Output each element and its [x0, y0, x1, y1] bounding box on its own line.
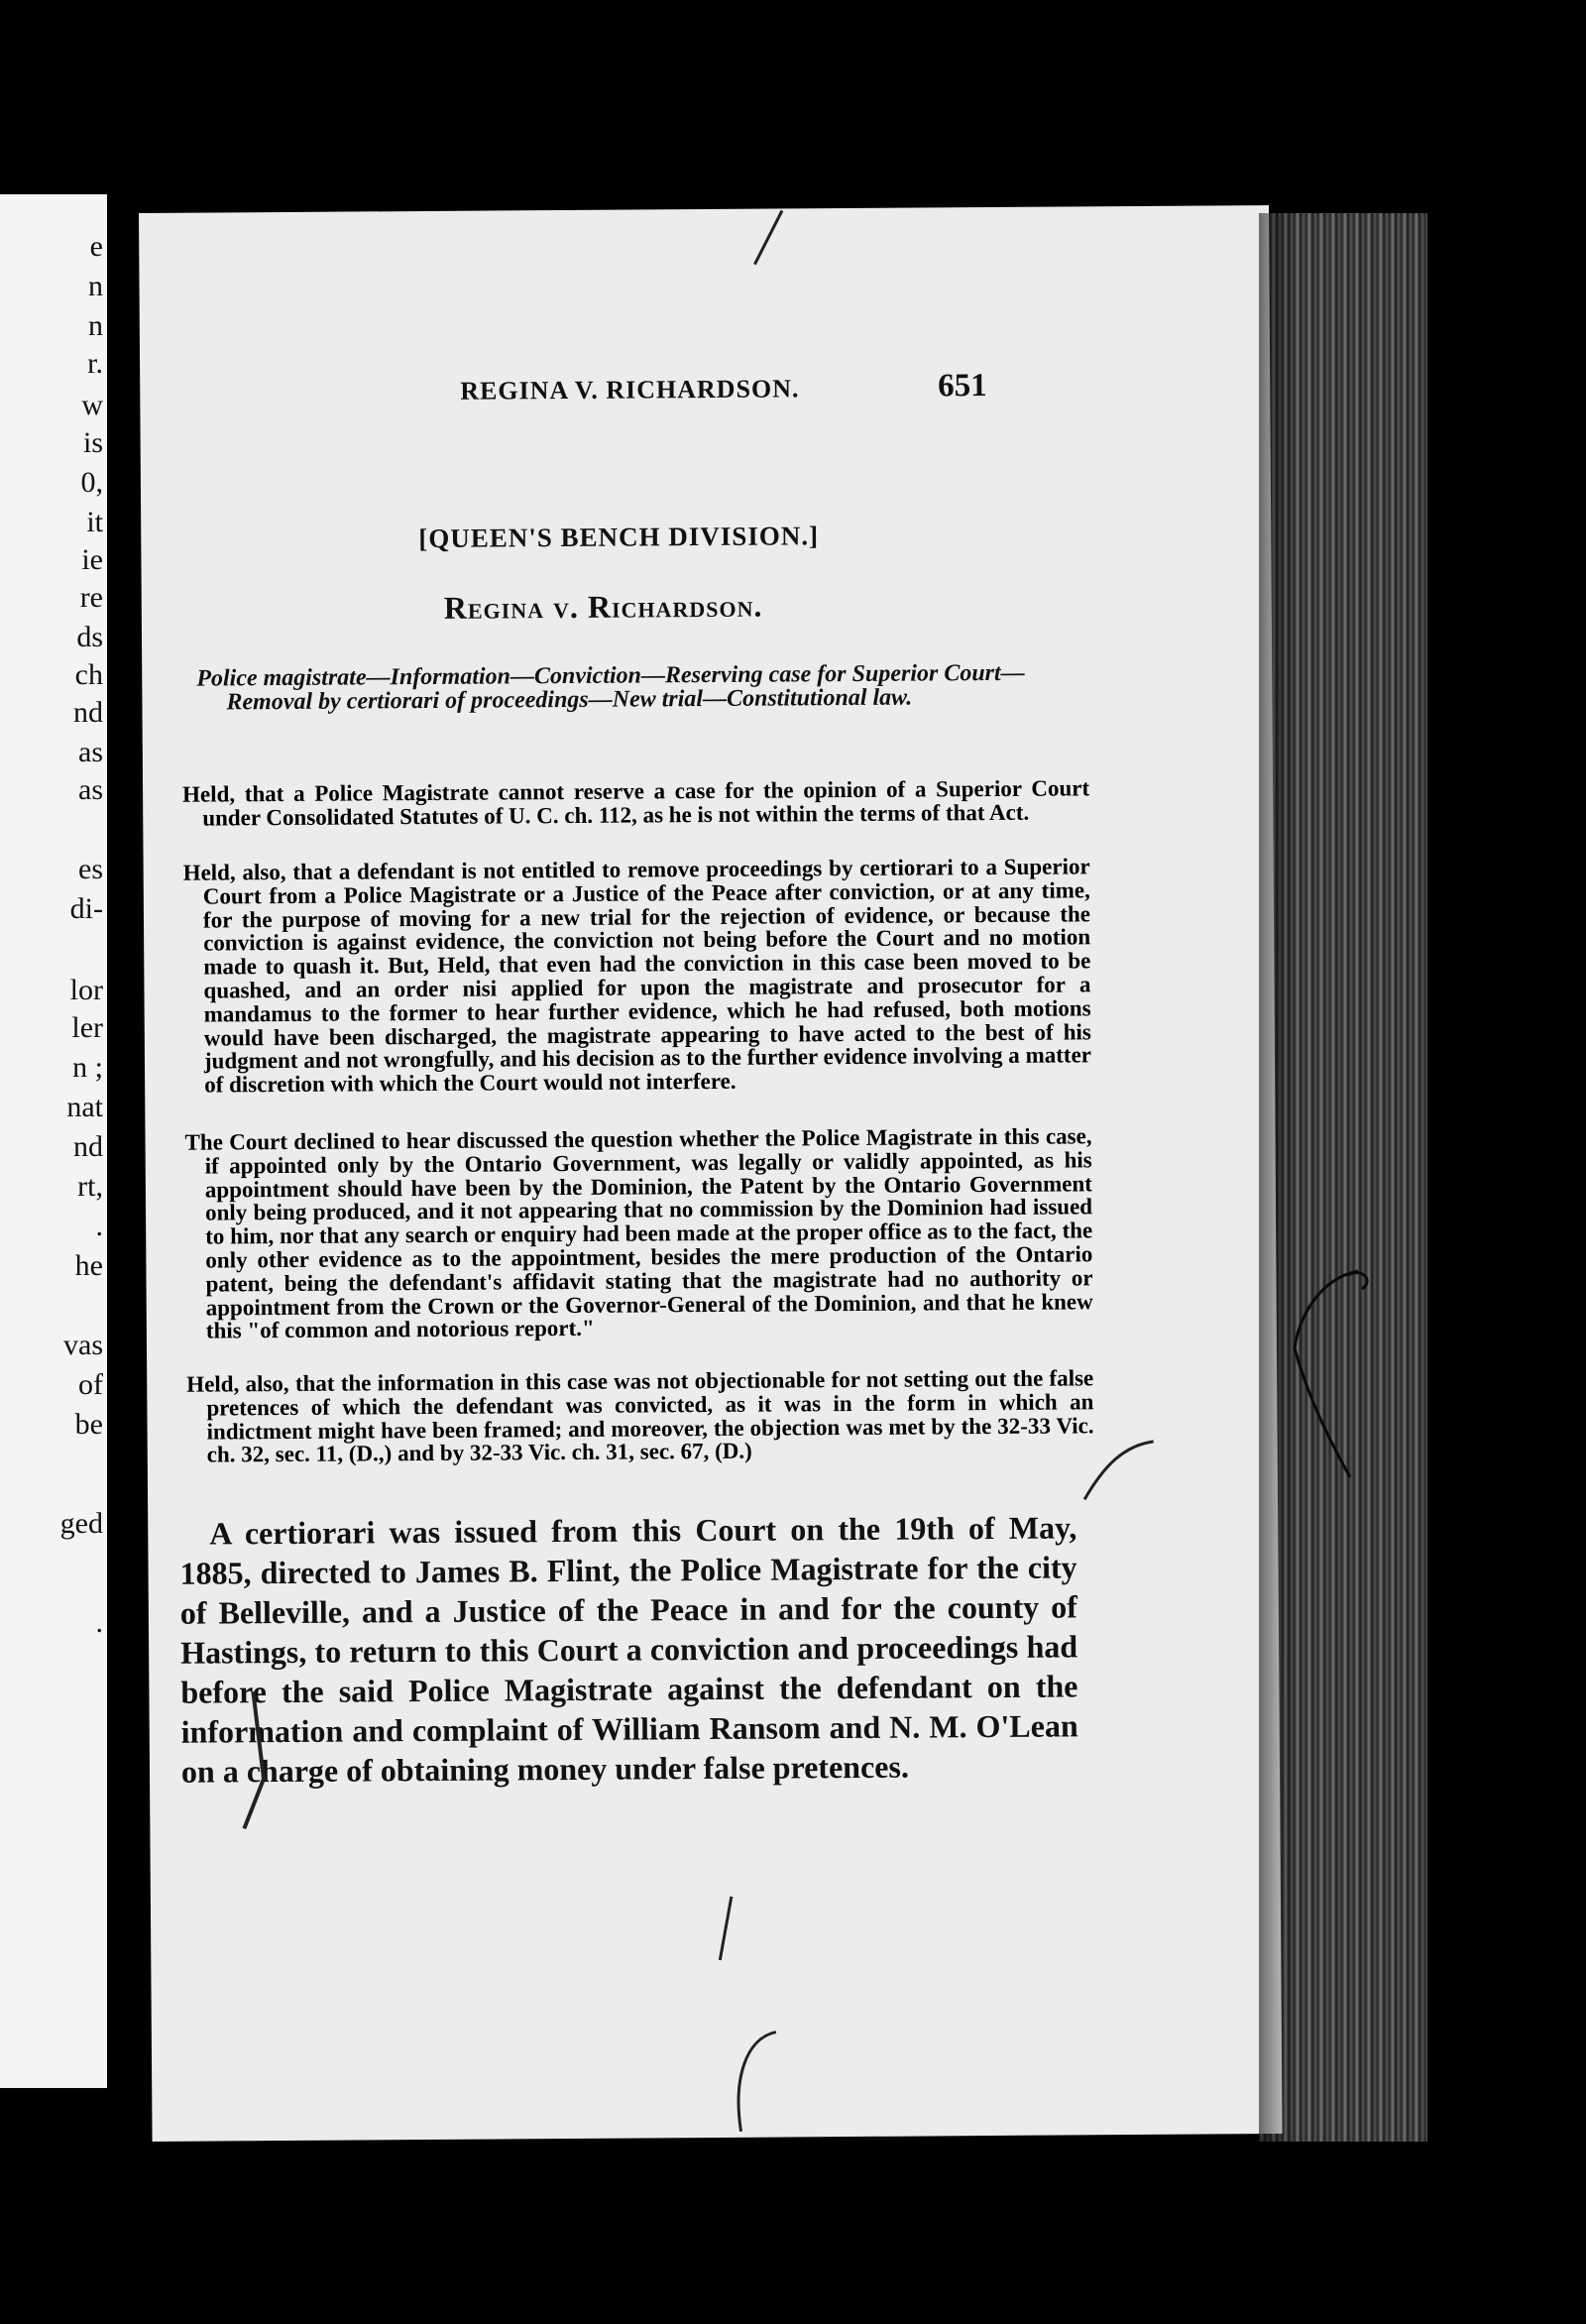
headnote-2: Held, also, that a defendant is not entitled to remove proceedings by certiorari to a Superior Court from a Police Magistrate or a Justice of the Peace after conviction, or at any time, for the purpose of moving for a new trial for the rejection of evidence, or because the conviction is against evidence, the conviction not being before the Court and no motion made to quash it. But, Held, that even had the conviction in this case been moved to be quashed, and an order nisi applied for upon the magistrate and prosecutor for a mandamus to the former to hear further evidence, which he had refused, both motions would have been discharged, the magistrate appearing to have acted to the best of his judgment and not wrongfully, and his decision as to the further evidence involving a matter of discretion with which the Court would not interfere. — [182, 854, 1092, 1098]
left-page-fragment: ie — [81, 543, 103, 576]
left-page-fragment: is — [82, 426, 103, 459]
left-page-fragment: n — [88, 270, 103, 302]
pencil-mark-bracket — [233, 1689, 303, 1838]
left-page-fragment: n ; — [72, 1051, 103, 1084]
headnote-1: Held, that a Police Magistrate cannot reserve a case for the opinion of a Superior Court under Consolidated Statutes of U. C. ch. 112, as he is not within the terms of that Act. — [182, 775, 1090, 831]
edge-shadow — [1259, 213, 1299, 2142]
edge-ink-mark — [1289, 1259, 1378, 1487]
running-head: REGINA V. RICHARDSON. — [460, 374, 800, 406]
left-page-fragment: as — [78, 773, 103, 806]
left-page-fragment: nd — [73, 1130, 103, 1163]
division-heading: [QUEEN'S BENCH DIVISION.] — [418, 521, 820, 554]
left-page-fragment: e — [89, 230, 103, 263]
headnote-4: Held, also, that the information in this case was not objectionable for not setting out the false pretences of which the defendant was convicted, as it was in the form in which an indictment might have been framed; and moreover, the objection was met by the 32-33 Vic. ch. 32, sec. 11, (D.,) and by 32-33 Vic. ch. 31, sec. 67, (D.) — [186, 1365, 1094, 1467]
pencil-mark-bottom — [706, 1895, 745, 1964]
left-page-fragment: es — [78, 853, 103, 885]
catchwords: Police magistrate—Information—Conviction—Reserving case for Superior Court—Removal by certiorari of proceedings—New trial—Constitutional law. — [196, 659, 1025, 716]
left-page-fragment: rt, — [77, 1170, 103, 1203]
left-page-fragment: . — [95, 1606, 103, 1639]
left-page-fragment: be — [74, 1408, 103, 1441]
left-page-fragment: ler — [71, 1011, 103, 1044]
left-page-fragment: 0, — [80, 466, 103, 499]
left-page-fragment: n — [88, 309, 103, 342]
left-facing-page — [0, 194, 107, 2088]
left-page-fragment: lor — [69, 974, 103, 1006]
left-page-fragment: . — [95, 1210, 103, 1242]
left-page-fragment: re — [79, 581, 103, 614]
left-page-fragment: ch — [74, 658, 103, 691]
left-page-fragment: he — [74, 1249, 103, 1282]
page-number: 651 — [938, 368, 987, 405]
case-title: Regina v. Richardson. — [443, 587, 763, 626]
left-page-fragment: of — [78, 1368, 103, 1401]
left-page-fragment: w — [81, 389, 103, 421]
left-page-fragment: di- — [69, 892, 103, 925]
headnote-3: The Court declined to hear discussed the question whether the Police Magistrate in this case, if appointed only by the Ontario Government, was legally or validly appointed, as his appointment should have been by the Dominion, the Patent by the Ontario Government only being produced, and it not appearing that no commission by the Dominion had issued to him, nor that any search or enquiry had been made at the proper office as to the fact, the only other evidence as to the appointment, besides the mere production of the Ontario patent, being the defendant's affidavit stating that the magistrate had no authority or appointment from the Crown or the Governor-General of the Dominion, and that he knew this "of common and notorious report." — [184, 1123, 1093, 1343]
body-paragraph: A certiorari was issued from this Court on the 19th of May, 1885, directed to James B. Flint, the Police Magistrate for the city of Belleville, and a Justice of the Peace in and for the county of Hastings, to return to this Court a conviction and proceedings had before the said Police Magistrate against the defendant on the information and complaint of William Ransom and N. M. O'Lean on a charge of obtaining money under false pretences. — [179, 1509, 1078, 1790]
left-page-fragment: nat — [66, 1091, 103, 1123]
left-page-fragment: as — [78, 736, 103, 768]
left-page-fragment: it — [86, 506, 103, 538]
pencil-mark-bottom-curve — [717, 2028, 787, 2137]
left-page-fragment: ged — [59, 1507, 103, 1540]
pencil-mark-margin-curve — [1075, 1436, 1164, 1506]
left-page-fragment: vas — [63, 1329, 103, 1361]
left-page-fragment: r. — [87, 347, 103, 380]
book-page — [139, 205, 1283, 2142]
left-page-fragment: nd — [73, 696, 103, 729]
pencil-mark-top — [748, 208, 788, 268]
left-page-fragment: ds — [76, 621, 103, 653]
